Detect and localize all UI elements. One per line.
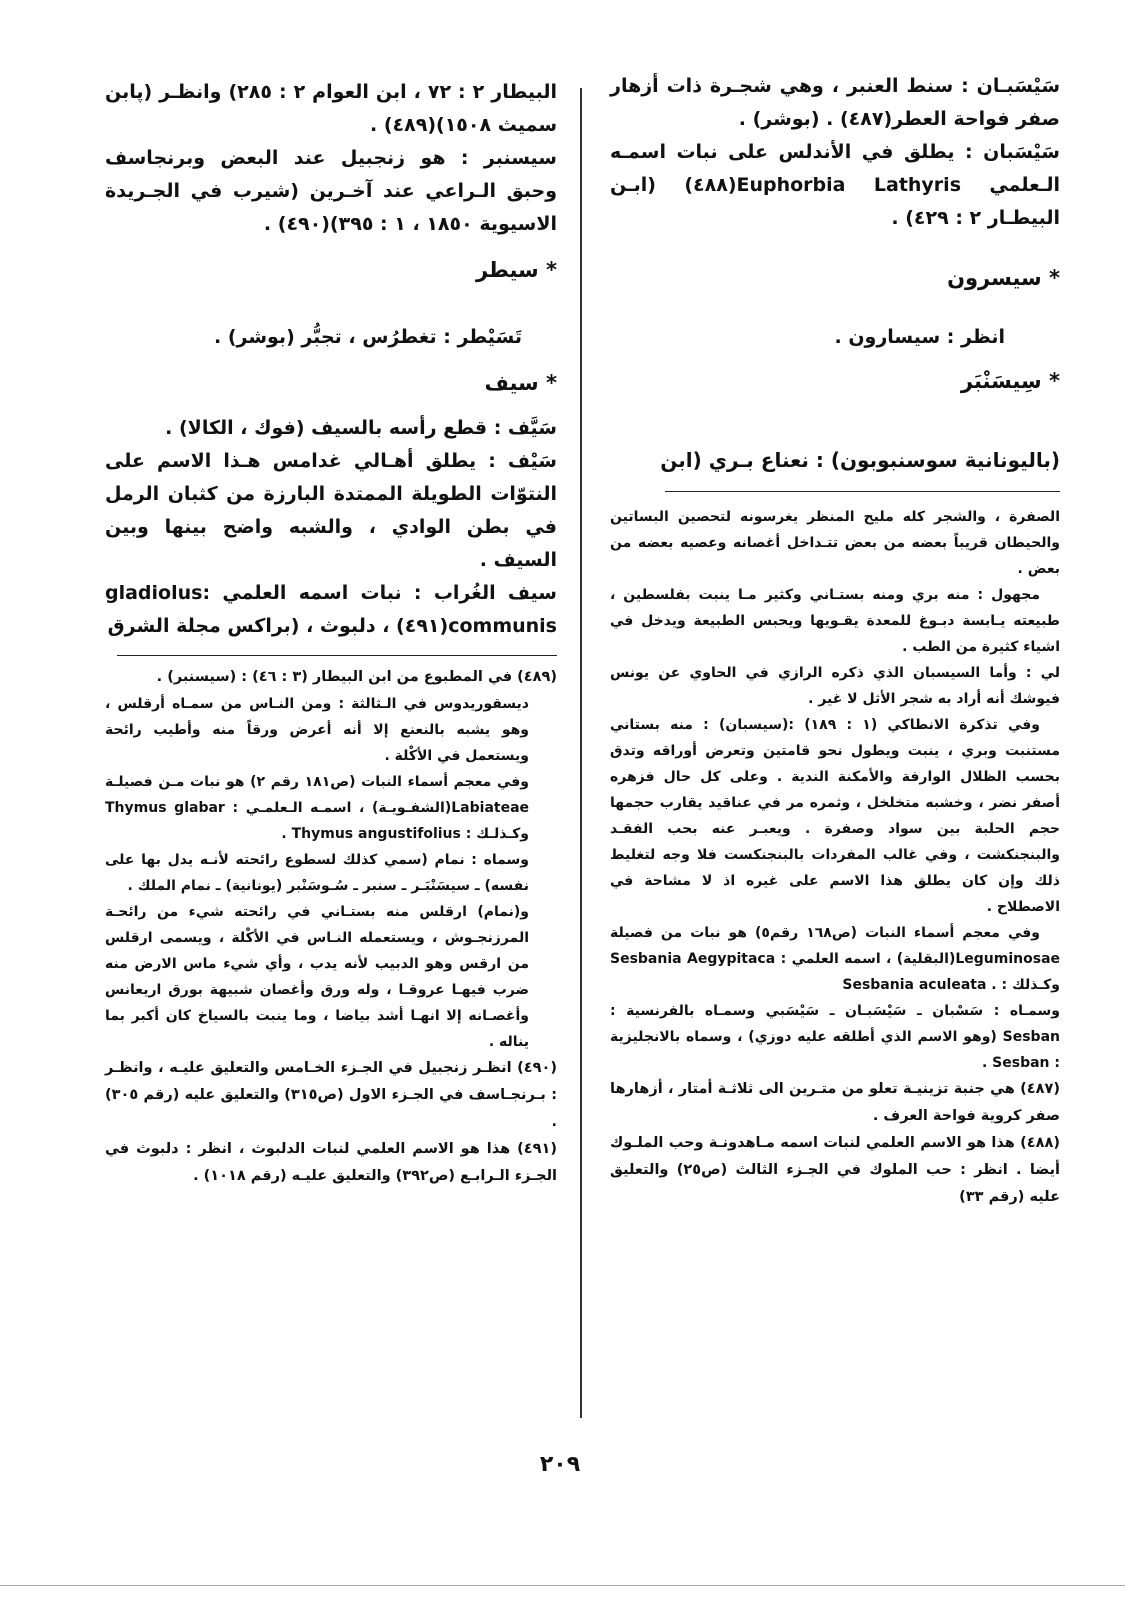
footnote-489-text-2: وفي معجم أسماء النبات (ص١٨١ رقم ٢) هو نبات مـن فصيلـة Labiateae(الشفـويـة) ، اسمـه الـعلمـي : Thymus glabar وكـذلـك : Thymus angustifolius . (105, 774, 530, 842)
continued-text-2: مجهول : منه بري ومنه بستـاني وكثير مـا ينبت بفلسطين ، طبيعته يـابسة دبـوغ للمعدة يقـويها ويحبس الطبيعة ويدخل في اشياء كثيرة من الطب . (610, 587, 1060, 655)
entry-sisanbar: (باليونانية سوسنبوبون) : نعناع بـري (ابن (660, 448, 1060, 472)
right-column (610, 70, 1060, 1211)
continued-text-3: لي : وأما السيسبان الذي ذكره الرازي في الحاوي عن يونس فيوشك أنه أراد به شجر الأثل لا غير . (610, 665, 1060, 707)
footnote-489-text-4: و(نمام) ارقلس منه بستـاني في رائحته شيء من رائحـة المرزنجـوش ، ويستعمله النـاس في الأكْلة ، ويسمى ارقلس من ارقس وهو الدبيب لأنه يدب ، وأي شيء ماس الارض منه ضرب فيهـا عروقـا ، وله ورق وأغصان شبيهة بورق اريعانس وأغصـانه إلا انهـا أشد بياضا ، وما ينبت بالسياخ كان أكبر بما يناله . (105, 904, 529, 1050)
entry-sayyaf: سَيَّف : قطع رأسه بالسيف (فوك ، الكالا) . (165, 417, 557, 439)
continued-text-1: الصفرة ، والشجر كله مليح المنظر يغرسونه لتحصين البساتين والحيطان قريباً بعضه من بعض تتـداخل أغصانه وعصيه بعضه من بعض . (610, 509, 1060, 577)
entry-sayf: سَيْف : يطلق أهـالي غدامس هـذا الاسم على النتوّات الطويلة الممتدة البارزة من كثبان الرمل في بطن الوادي ، والشبه واضح بينها وبين السيف . (105, 450, 557, 571)
footnote-490: (٤٩٠) انظـر زنجبيل في الجـزء الخـامس والتعليق عليـه ، وانظـر : بـرنجـاسف في الجـزء الاول (ص٣١٥) والتعليق عليه (رقم ٣٠٥) . (105, 1060, 557, 1130)
footnote-489: (٤٨٩) في المطبوع من ابن البيطار (٣ : ٤٦) : (سيسنبر) . (156, 669, 557, 685)
entry-tasaytar: تَسَيْطر : تغطرُس ، تجبُّر (بوشر) . (214, 326, 522, 348)
footnote-491: (٤٩١) هذا هو الاسم العلمي لنبات الدلبوث ، انظر : دلبوث في الجـزء الـرابـع (ص٣٩٢) والتعليق عليـه (رقم ١٠١٨) . (105, 1141, 557, 1184)
footnote-489-text-1: ديسقوريدوس في الـثالثة : ومن النـاس من سمـاه أرقلس ، وهو يشبه بالنعنع إلا أنه أعرض ورقاً منه وأطيب رائحة ويستعمل في الأكْلة . (105, 696, 529, 764)
continued-text-6: وسمـاه : سَسْبان ـ سَيْسَبـان ـ سَيْسَبي وسمـاه بالفرنسية : Sesban (وهو الاسم الذي أطلقه عليه دوزي) ، وسماه بالانجليزية : Sesban . (610, 1003, 1060, 1071)
entry-sisanbar-2: سيسنبر : هو زنجبيل عند البعض وبرنجاسف وحبق الـراعي عند آخـرين (شيرب في الجـريدة الاسيوية ١٨٥٠ ، ١ : ٣٩٥)(٤٩٠) . (105, 147, 557, 235)
footnote-487: (٤٨٧) هي جنبة تزينيـة تعلو من متـرين الى ثلاثـة أمتار ، أزهارها صفر كروية فواحة العرف . (610, 1081, 1060, 1124)
left-column (105, 76, 557, 1190)
column-divider (580, 88, 582, 1418)
headword-sisanbar: * سِيسَنْبَر (960, 369, 1060, 393)
headword-sisarun: * سيسرون (947, 266, 1060, 290)
continued-text-5: وفي معجم أسماء النبات (ص١٦٨ رقم٥) هو نبات من فصيلة Leguminosae(البقلية) ، اسمه العلمي : Sesbania Aegypitaca وكـذلك : . Sesbania aculeata (610, 925, 1061, 993)
footnote-488: (٤٨٨) هذا هو الاسم العلمي لنبات اسمه مـاهدونـة وحب الملـوك أيضا . انظر : حب الملوك في الجـزء الثالث (ص٢٥) والتعليق عليه (رقم ٣٣) (610, 1135, 1060, 1205)
continued-text-4: وفي تذكرة الانطاكي (١ : ١٨٩) :(سيسبان) : منه بستاني مستنبت وبري ، ينبت ويطول نحو قامتين وتعرض أوراقه وتدق بحسب الظلال الوارفة والأمكنة الندية . وعلى كل حال فزهره أصفر نضر ، وخشبه متخلخل ، وثمره مر في عناقيد يقارب حجمها حجم الحلبة بين سواد وصفرة . ويعبـر عنه بحب الفقـد والبنجنكشت ، وفي غالب المفردات بالبنجنكست فلا وجه لتغليط ذلك وإن كان يطلق هذا الاسم على غيره اذ لا مشاحة في الاصطلاح . (610, 717, 1060, 915)
headword-sayf: * سيف (484, 371, 557, 395)
entry-sesaban-2: سَيْسَبان : يطلق في الأندلس على نبات اسمـه الـعلمي Euphorbia Lathyris(٤٨٨) (ابـن البيطـار ٢ : ٤٢٩) . (610, 141, 1060, 229)
entry-sisarun: انظر : سيسارون . (834, 326, 1005, 348)
entry-sesaban-1: سَيْسَبـان : سنط العنبر ، وهي شجـرة ذات أزهار صفر فواحة العطر(٤٨٧) . (بوشر) . (610, 75, 1060, 130)
page-number: ٢٠٩ (539, 1452, 581, 1477)
entry-bitar-ref: البيطار ٢ : ٧٢ ، ابن العوام ٢ : ٢٨٥) وانظـر (پابن سميث ١٥٠٨)(٤٨٩) . (105, 81, 558, 136)
entry-sayf-alghurab: سيف الغُراب : نبات اسمه العلمي gladiolus: communis(٤٩١) ، دلبوث ، (براكس مجلة الشرق (105, 582, 557, 637)
page-bottom-edge (0, 1585, 1125, 1586)
headword-saytar: * سيطر (475, 258, 557, 282)
footnote-489-text-3: وسماه : نمام (سمي كذلك لسطوع رائحته لأنـه يدل بها على نفسه) ـ سيسَنْبَـر ـ سنبر ـ سُـوسَنْبر (يونانية) ـ نمام الملك . (105, 852, 529, 894)
